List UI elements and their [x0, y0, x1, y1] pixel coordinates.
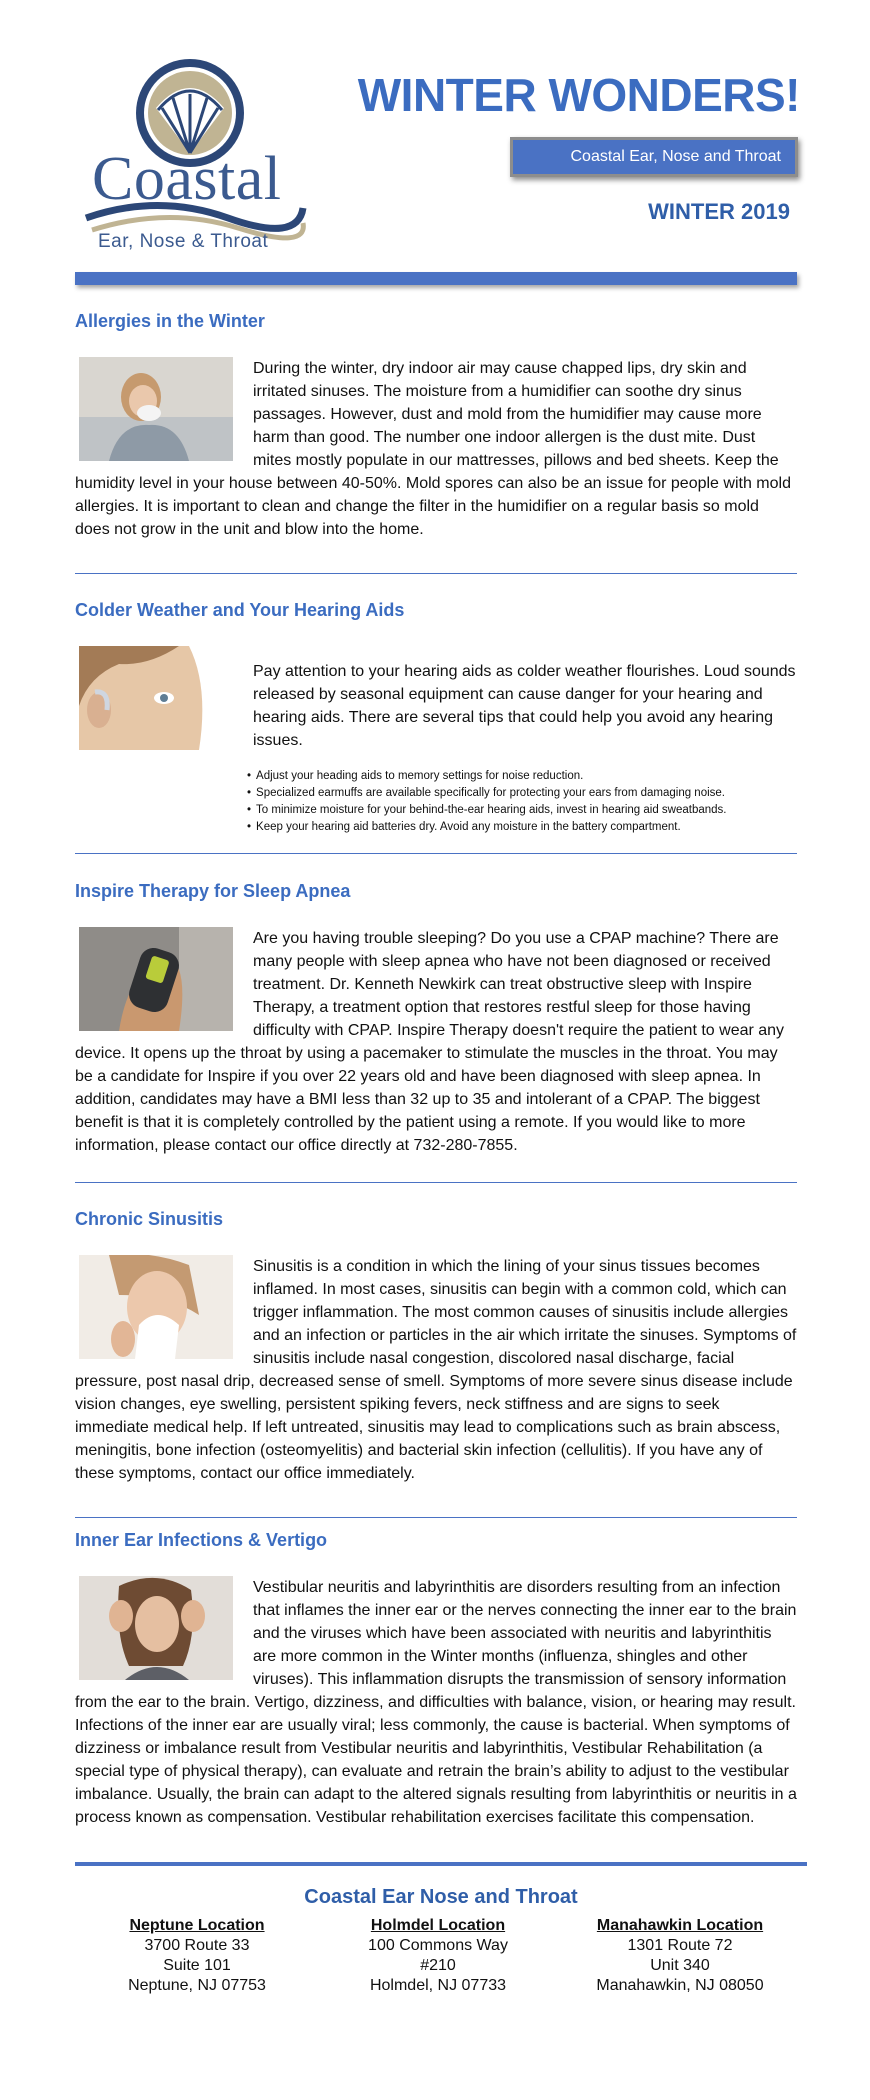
org-banner-label: Coastal Ear, Nose and Throat: [570, 148, 781, 165]
section-chronic-sinusitis: [75, 1209, 797, 1485]
section-title: Inspire Therapy for Sleep Apnea: [75, 881, 351, 901]
section-hearing-aids: [75, 600, 797, 836]
footer-divider-bar: [75, 1862, 807, 1866]
woman-tissue-image: [79, 1255, 233, 1359]
section-body: Pay attention to your hearing aids as colder weather flourishes. Loud sounds released by seasonal equipment can cause danger for your hearing and hearing aids. There are several tips that could help you avoid any hearing issues.: [253, 662, 796, 749]
woman-blowing-nose-image: [79, 357, 233, 461]
newsletter-title: WINTER WONDERS!: [357, 69, 800, 121]
section-divider: [75, 853, 797, 854]
location-address-line: 3700 Route 33: [144, 1937, 250, 1954]
list-item: • To minimize moisture for your behind-the-ear hearing aids, invest in hearing aid sweatbands.: [247, 802, 797, 819]
logo-wordmark: Coastal: [92, 145, 282, 213]
hearing-tips-list: [75, 768, 797, 836]
org-banner: [510, 137, 798, 177]
logo-subtitle: Ear, Nose & Throat: [98, 231, 269, 252]
section-title: Allergies in the Winter: [75, 311, 265, 331]
section-inner-ear: [75, 1530, 797, 1829]
section-inspire-therapy: [75, 881, 797, 1157]
location-name: Holmdel Location: [370, 1917, 506, 1934]
location-address-line: 100 Commons Way: [368, 1937, 508, 1954]
list-item: • Keep your hearing aid batteries dry. Avoid any moisture in the battery compartment.: [247, 819, 797, 836]
child-hearing-aid-image: [79, 646, 233, 750]
location-name: Neptune Location: [129, 1917, 265, 1934]
location-address-line: Suite 101: [163, 1957, 231, 1974]
location-neptune: [82, 1916, 312, 1996]
location-address-line: Unit 340: [650, 1957, 710, 1974]
location-manahawkin: [565, 1916, 795, 1996]
list-item: • Specialized earmuffs are available specifically for protecting your ears from damaging noise.: [247, 785, 797, 802]
section-title: Chronic Sinusitis: [75, 1209, 224, 1229]
list-item: • Adjust your heading aids to memory settings for noise reduction.: [247, 768, 797, 785]
section-body: Vestibular neuritis and labyrinthitis are disorders resulting from an infection that inflames the inner ear or the nerves connecting the inner ear to the brain and the viruses which have been associated with neuritis and labyrinthitis are more common in the Winter months (influenza, shingles and other viruses). This inflammation disrupts the transmission of sensory information from the ear to the brain. Vertigo, dizziness, and difficulties with balance, vision, or hearing may result. Infections of the inner ear are usually viral; less commonly, the cause is bacterial. When symptoms of dizziness or imbalance result from Vestibular neuritis and labyrinthitis, Vestibular Rehabilitation (a special type of physical therapy), can evaluate and retrain the brain’s ability to adjust to the vestibular imbalance. Usually, the brain can adapt to the altered signals resulting from labyrinthitis or neuritis in a process known as compensation. Vestibular rehabilitation exercises facilitate this compensation.: [75, 1578, 797, 1826]
inspire-remote-image: [79, 927, 233, 1031]
section-body: During the winter, dry indoor air may cause chapped lips, dry skin and irritated sinuses. The moisture from a humidifier can soothe dry sinus passages. However, dust and mold from the humidifier may cause more harm than good. The number one indoor allergen is the dust mite. Dust mites mostly populate in our mattresses, pillows and bed sheets. Keep the humidity level in your house between 40-50%. Mold spores can also be an issue for people with mold allergies. It is important to clean and change the filter in the humidifier on a regular basis so mold does not grow in the unit and blow into the home.: [75, 359, 791, 538]
section-divider: [75, 573, 797, 574]
section-divider: [75, 1182, 797, 1183]
section-title: Colder Weather and Your Hearing Aids: [75, 600, 405, 620]
location-address-line: 1301 Route 72: [627, 1937, 733, 1954]
location-address-line: Holmdel, NJ 07733: [369, 1977, 507, 1994]
section-allergies: [75, 311, 797, 541]
location-name: Manahawkin Location: [596, 1917, 764, 1934]
section-divider: [75, 1517, 797, 1518]
issue-season: WINTER 2019: [648, 199, 790, 224]
footer-title: Coastal Ear Nose and Throat: [304, 1886, 578, 1908]
location-address-line: #210: [420, 1957, 456, 1974]
section-title: Inner Ear Infections & Vertigo: [75, 1530, 328, 1550]
woman-headache-image: [79, 1576, 233, 1680]
location-holmdel: [323, 1916, 553, 1996]
location-address-line: Manahawkin, NJ 08050: [596, 1977, 764, 1994]
header-divider-bar: [75, 272, 797, 285]
location-address-line: Neptune, NJ 07753: [128, 1977, 266, 1994]
section-body: Are you having trouble sleeping? Do you use a CPAP machine? There are many people with sleep apnea who have not been diagnosed or received treatment. Dr. Kenneth Newkirk can treat obstructive sleep with Inspire Therapy, a treatment option that restores restful sleep for those having difficulty with CPAP. Inspire Therapy doesn't require the patient to wear any device. It opens up the throat by using a pacemaker to stimulate the muscles in the throat. You may be a candidate for Inspire if you over 22 years old and have been diagnosed with sleep apnea. In addition, candidates may have a BMI less than 32 up to 35 and intolerant of a CPAP. The biggest benefit is that it is completely controlled by the patient using a remote. If you would like to more information, please contact our office directly at 732-280-7855.: [75, 929, 785, 1154]
section-body: Sinusitis is a condition in which the lining of your sinus tissues becomes inflamed. In most cases, sinusitis can begin with a common cold, which can trigger inflammation. The most common causes of sinusitis include allergies and an infection or particles in the air which irritate the sinuses. Symptoms of sinusitis include nasal congestion, discolored nasal discharge, facial pressure, post nasal drip, decreased sense of smell. Symptoms of more severe sinus disease include vision changes, eye swelling, persistent spiking fevers, neck stiffness and are signs to seek immediate medical help. If left untreated, sinusitis may lead to complications such as brain abscess, meningitis, bone infection (osteomyelitis) and bacterial skin infection (cellulitis). If you have any of these symptoms, contact our office immediately.: [75, 1257, 797, 1482]
